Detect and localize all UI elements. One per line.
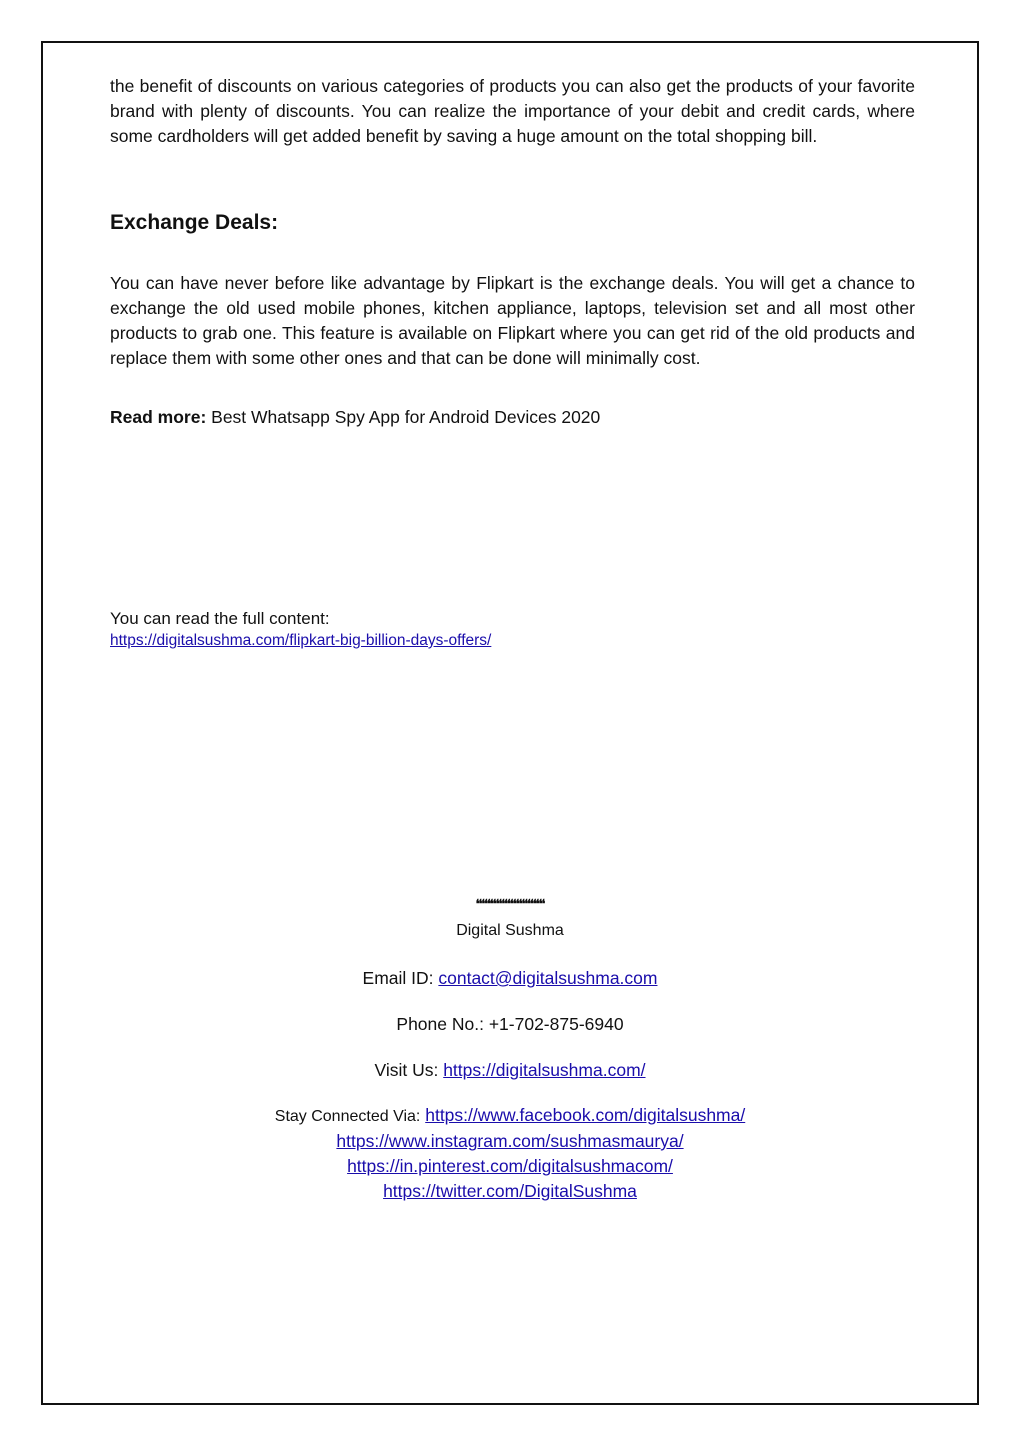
email-label: Email ID: xyxy=(362,968,434,988)
email-link[interactable]: contact@digitalsushma.com xyxy=(438,968,658,988)
footer-social-block xyxy=(41,1103,979,1204)
social-line-facebook xyxy=(41,1103,979,1129)
footer-brand-name: Digital Sushma xyxy=(456,922,564,939)
read-more-text: Best Whatsapp Spy App for Android Devices 2020 xyxy=(211,407,601,427)
exchange-deals-heading: Exchange Deals: xyxy=(110,211,279,234)
social-line-twitter xyxy=(41,1179,979,1204)
social-line-instagram xyxy=(41,1129,979,1154)
exchange-deals-paragraph: You can have never before like advantage by Flipkart is the exchange deals. You will get a chance to exchange the old used mobile phones, kitchen appliance, laptops, television set and all most other products to grab one. This feature is available on Flipkart where you can get rid of the old products and replace them with some other ones and that can be done will minimally cost. xyxy=(110,273,915,368)
intro-paragraph: the benefit of discounts on various categories of products you can also get the products of your favorite brand with plenty of discounts. You can realize the importance of your debit and credit cards, where some cardholders will get added benefit by saving a huge amount on the total shopping bill. xyxy=(110,76,915,146)
full-content-label: You can read the full content: xyxy=(110,609,330,628)
facebook-link[interactable]: https://www.facebook.com/digitalsushma/ xyxy=(425,1105,746,1125)
read-more-line xyxy=(110,405,915,430)
visit-label: Visit Us: xyxy=(374,1060,439,1080)
social-line-pinterest xyxy=(41,1154,979,1179)
twitter-link[interactable]: https://twitter.com/DigitalSushma xyxy=(383,1181,637,1201)
footer-phone-line: Phone No.: +1-702-875-6940 xyxy=(396,1014,624,1034)
footer-email-line xyxy=(41,966,979,991)
footer-visit-line xyxy=(41,1058,979,1083)
visit-link[interactable]: https://digitalsushma.com/ xyxy=(443,1060,646,1080)
instagram-link[interactable]: https://www.instagram.com/sushmasmaurya/ xyxy=(336,1131,684,1151)
read-more-label: Read more: xyxy=(110,407,207,427)
full-content-link[interactable]: https://digitalsushma.com/flipkart-big-billion-days-offers/ xyxy=(110,632,492,649)
footer-separator: ❛❛❛❛❛❛❛❛❛❛❛❛❛❛❛❛❛❛❛❛❛❛❛❛ xyxy=(475,897,545,911)
social-label: Stay Connected Via: xyxy=(274,1108,421,1125)
full-content-block xyxy=(110,608,915,652)
pinterest-link[interactable]: https://in.pinterest.com/digitalsushmacom/ xyxy=(347,1156,673,1176)
